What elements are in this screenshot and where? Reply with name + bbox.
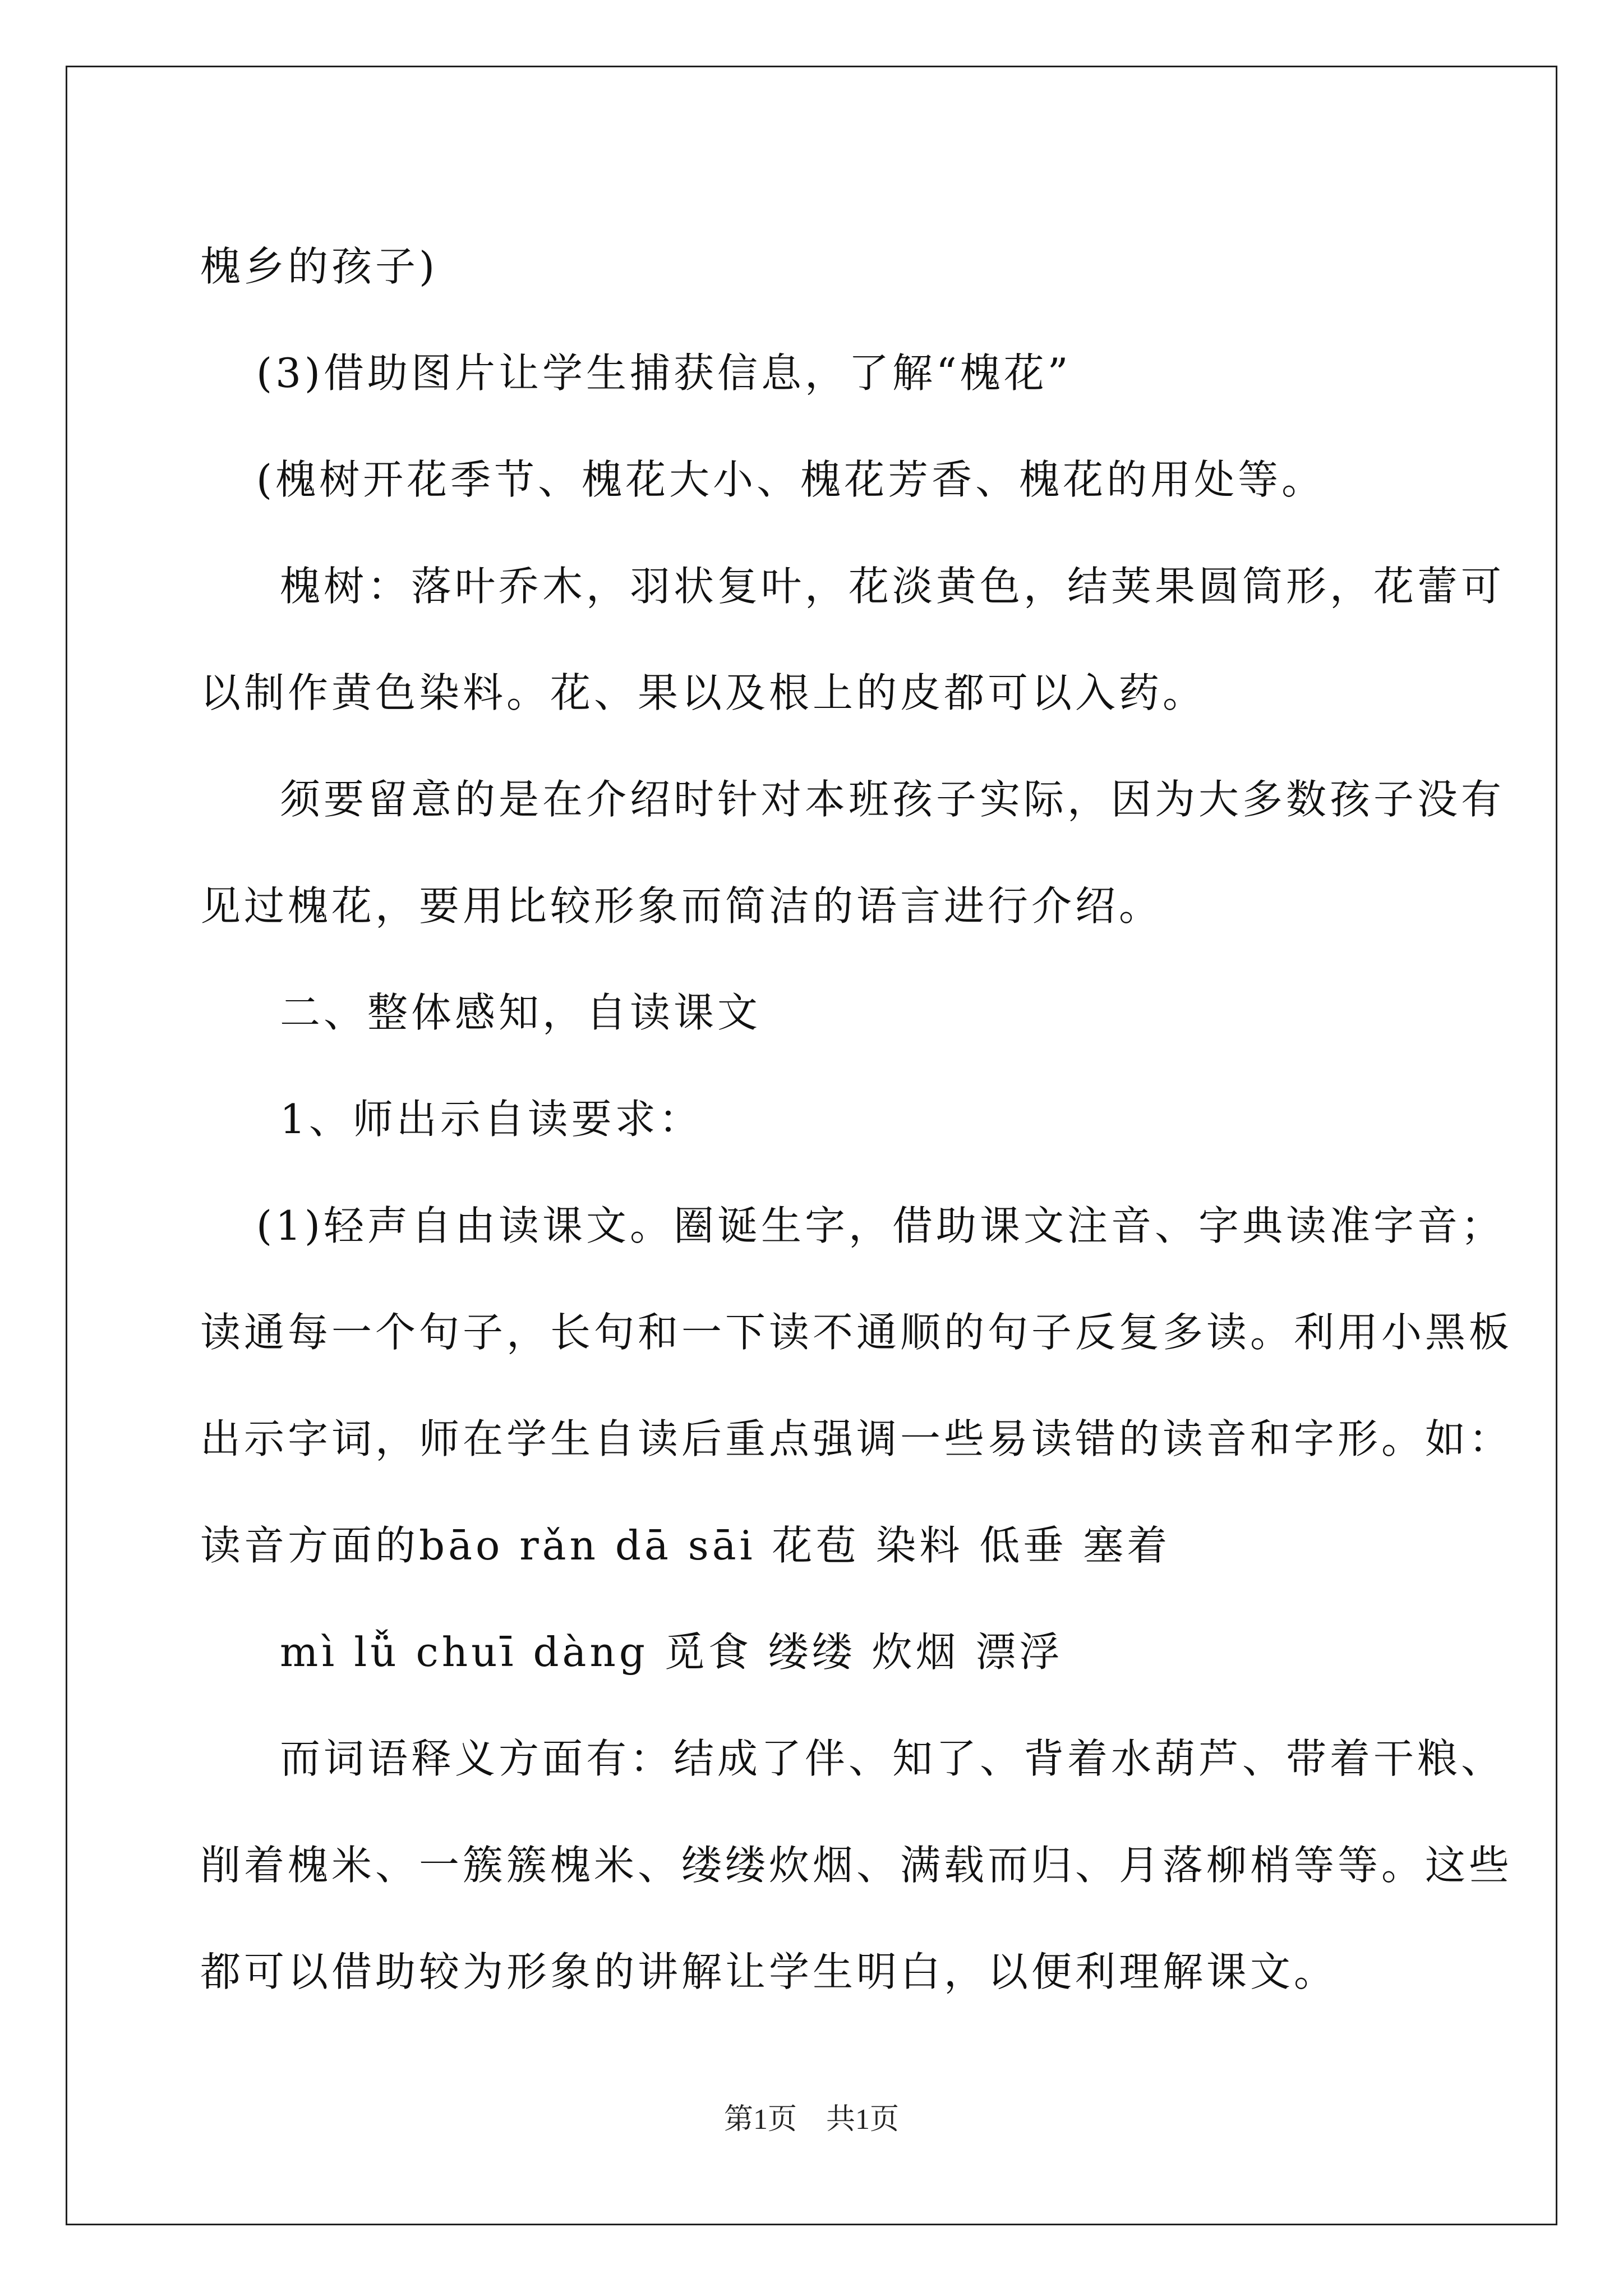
document-body: [200, 213, 1513, 2025]
text-line: 见过槐花，要用比较形象而简洁的语言进行介绍。: [200, 882, 1163, 930]
text-line: 读音方面的bāo rǎn dā sāi 花苞 染料 低垂 塞着: [200, 1522, 1171, 1569]
text-line: 槐树：落叶乔木，羽状复叶，花淡黄色，结荚果圆筒形，花蕾可: [280, 563, 1505, 610]
text-line: 1、师出示自读要求：: [280, 1096, 703, 1143]
text-line: 削着槐米、一簇簇槐米、缕缕炊烟、满载而归、月落柳梢等等。这些: [200, 1842, 1513, 1889]
text-line: (3)借助图片让学生捕获信息，了解“槐花”: [256, 349, 1072, 397]
text-line: 出示字词，师在学生自读后重点强调一些易读错的读音和字形。如：: [200, 1415, 1513, 1462]
text-line: mì lǚ chuī dàng 觅食 缕缕 炊烟 漂浮: [280, 1628, 1063, 1676]
text-line: 读通每一个句子，长句和一下读不通顺的句子反复多读。利用小黑板: [200, 1309, 1513, 1356]
section-heading: 二、整体感知，自读课文: [280, 989, 762, 1036]
text-line: (槐树开花季节、槐花大小、槐花芳香、槐花的用处等。: [256, 456, 1326, 503]
text-line: 而词语释义方面有：结成了伴、知了、背着水葫芦、带着干粮、: [280, 1735, 1505, 1782]
text-line: 以制作黄色染料。花、果以及根上的皮都可以入药。: [200, 669, 1207, 716]
text-line: 都可以借助较为形象的讲解让学生明白，以便利理解课文。: [200, 1948, 1338, 1995]
page-number-footer: 第1页 共1页: [723, 2104, 899, 2136]
text-line: 槐乡的孩子): [200, 243, 439, 290]
text-line: (1)轻声自由读课文。圈诞生字，借助课文注音、字典读准字音；: [256, 1202, 1505, 1249]
text-line: 须要留意的是在介绍时针对本班孩子实际，因为大多数孩子没有: [280, 776, 1505, 823]
